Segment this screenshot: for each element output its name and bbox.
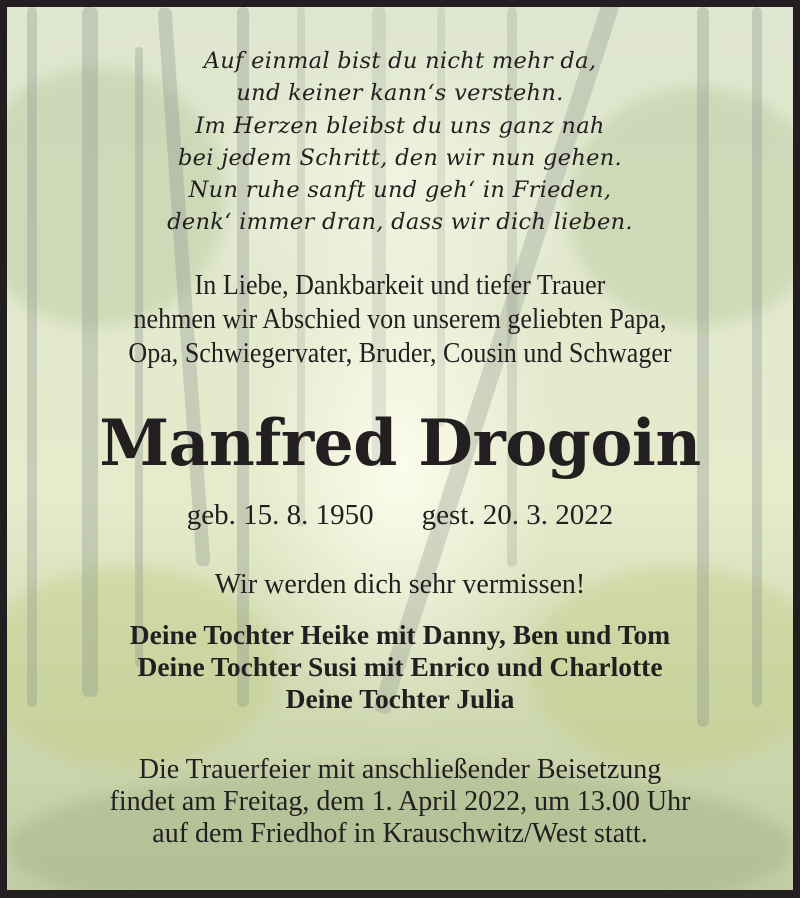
- family-signatures: [7, 619, 793, 715]
- farewell-message: Wir werden dich sehr vermissen!: [214, 569, 586, 600]
- life-dates: [7, 497, 793, 533]
- intro-line: Opa, Schwiegervater, Bruder, Cousin und Schwager: [128, 338, 672, 369]
- family-line: Deine Tochter Heike mit Danny, Ben und Tom: [129, 619, 671, 650]
- memorial-poem: [7, 45, 793, 239]
- intro-line: In Liebe, Dankbarkeit und tiefer Trauer: [194, 270, 606, 301]
- service-line: Die Trauerfeier mit anschließender Beisetzung: [138, 754, 662, 785]
- service-line: auf dem Friedhof in Krauschwitz/West statt.: [152, 818, 648, 849]
- family-line: Deine Tochter Julia: [285, 683, 515, 714]
- poem-line: Im Herzen bleibst du uns ganz nah: [195, 112, 605, 139]
- death-date: gest. 20. 3. 2022: [421, 499, 614, 531]
- intro-line: nehmen wir Abschied von unserem geliebten Papa,: [133, 304, 667, 335]
- intro-text: [7, 269, 793, 371]
- deceased-name: Manfred Drogoin: [99, 406, 701, 481]
- obituary-content: [7, 7, 793, 890]
- family-line: Deine Tochter Susi mit Enrico und Charlotte: [137, 651, 663, 682]
- poem-line: denk‘ immer dran, dass wir dich lieben.: [167, 209, 633, 236]
- poem-line: und keiner kann‘s verstehn.: [236, 80, 564, 107]
- poem-line: Auf einmal bist du nicht mehr da,: [203, 48, 597, 74]
- poem-line: Nun ruhe sanft und geh‘ in Frieden,: [188, 177, 612, 204]
- poem-line: bei jedem Schritt, den wir nun gehen.: [177, 144, 623, 171]
- service-line: findet am Freitag, dem 1. April 2022, um 13.00 Uhr: [109, 786, 691, 817]
- birth-date: geb. 15. 8. 1950: [186, 499, 374, 531]
- funeral-service-info: [7, 754, 793, 850]
- forest-background: [7, 7, 793, 890]
